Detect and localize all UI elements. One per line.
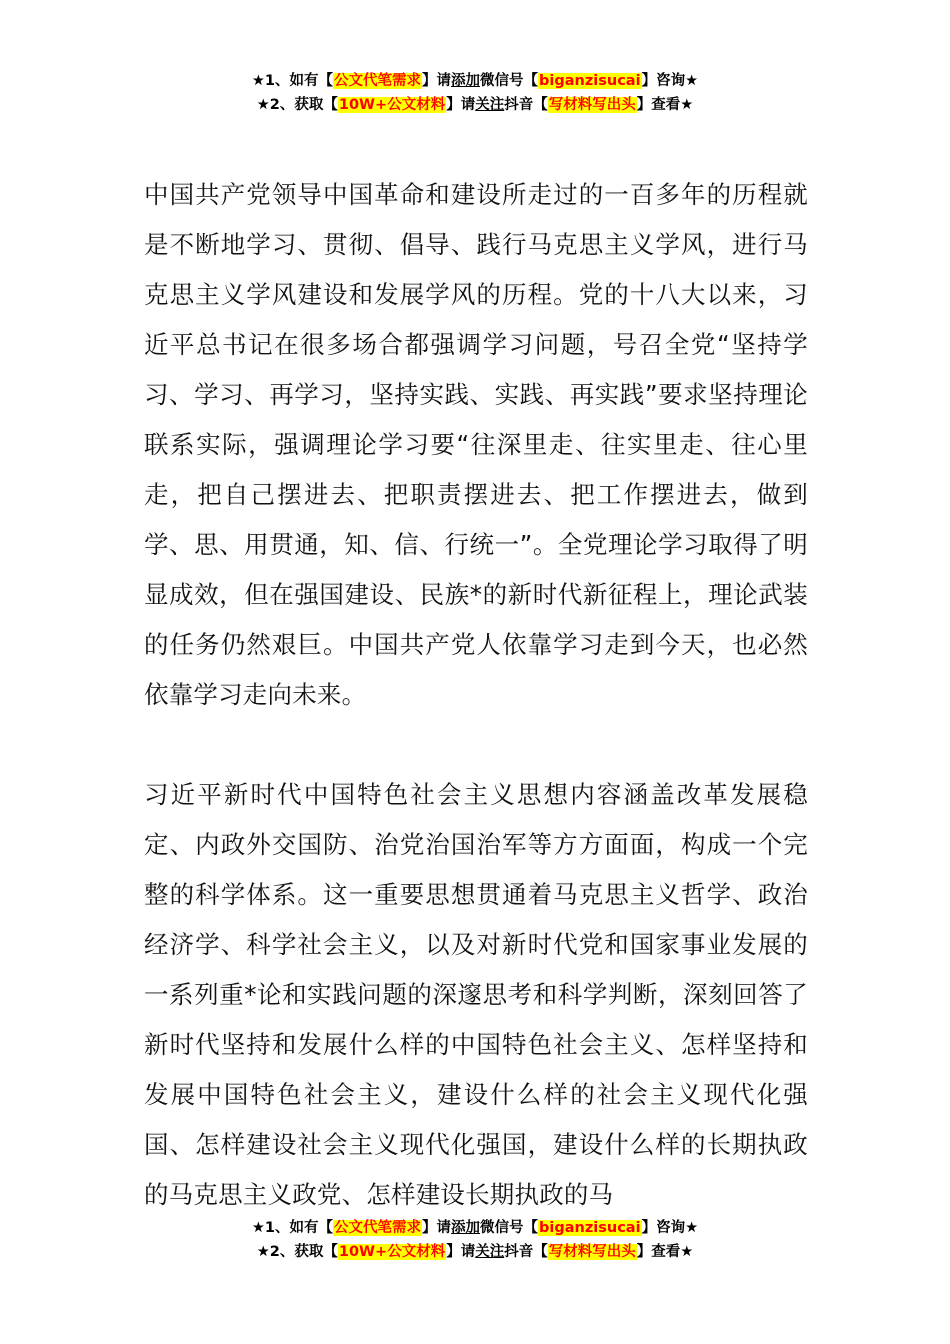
banner-highlight: biganzisucai [539,73,641,89]
footer-banner-line-1 [0,1216,950,1240]
banner-text: 】咨询★ [641,1220,699,1236]
banner-text: ★1、如有【 [251,1220,334,1236]
banner-text: 】查看★ [636,97,694,113]
banner-text: 】请 [422,73,452,89]
banner-text: 微信号【 [480,73,539,89]
banner-text: 】查看★ [636,1244,694,1260]
banner-text: 微信号【 [480,1220,539,1236]
body-paragraph-2: 习近平新时代中国特色社会主义思想内容涵盖改革发展稳定、内政外交国防、治党治国治军等方方面面，构成一个完整的科学体系。这一重要思想贯通着马克思主义哲学、政治经济学、科学社会主义，以及对新时代党和国家事业发展的一系列重*论和实践问题的深邃思考和科学判断，深刻回答了新时代坚持和发展什么样的中国特色社会主义、怎样坚持和发展中国特色社会主义，建设什么样的社会主义现代化强国、怎样建设社会主义现代化强国，建设什么样的长期执政的马克思主义政党、怎样建设长期执政的马 [144,780,808,1209]
banner-underlined-text: 关注 [475,1244,505,1260]
banner-text: 】请 [422,1220,452,1236]
banner-text: ★2、获取【 [256,97,338,113]
banner-highlight: 10W+公文材料 [338,1244,446,1260]
document-body [144,170,808,1220]
header-banner [0,69,950,117]
banner-highlight: 写材料写出头 [548,97,636,113]
footer-banner-line-2 [0,1240,950,1264]
banner-highlight: biganzisucai [539,1220,641,1236]
footer-banner [0,1216,950,1264]
banner-highlight: 写材料写出头 [548,1244,636,1260]
banner-text: 抖音【 [504,1244,548,1260]
body-paragraph-1: 中国共产党领导中国革命和建设所走过的一百多年的历程就是不断地学习、贯彻、倡导、践行马克思主义学风，进行马克思主义学风建设和发展学风的历程。党的十八大以来，习近平总书记在很多场合都强调学习问题，号召全党“坚持学习、学习、再学习，坚持实践、实践、再实践”要求坚持理论联系实际，强调理论学习要“往深里走、往实里走、往心里走，把自己摆进去、把职责摆进去、把工作摆进去，做到学、思、用贯通，知、信、行统一”。全党理论学习取得了明显成效，但在强国建设、民族*的新时代新征程上，理论武装的任务仍然艰巨。中国共产党人依靠学习走到今天，也必然依靠学习走向未来。 [144,180,808,709]
header-banner-line-2 [0,93,950,117]
banner-text: 】咨询★ [641,73,699,89]
banner-text: 抖音【 [504,97,548,113]
banner-text: ★2、获取【 [256,1244,338,1260]
banner-text: 】请 [446,1244,476,1260]
banner-underlined-text: 关注 [475,97,505,113]
banner-highlight: 公文代笔需求 [334,73,422,89]
banner-text: ★1、如有【 [251,73,334,89]
banner-underlined-text: 添加 [451,73,481,89]
banner-underlined-text: 添加 [451,1220,481,1236]
banner-text: 】请 [446,97,476,113]
banner-highlight: 公文代笔需求 [334,1220,422,1236]
header-banner-line-1 [0,69,950,93]
banner-highlight: 10W+公文材料 [338,97,446,113]
